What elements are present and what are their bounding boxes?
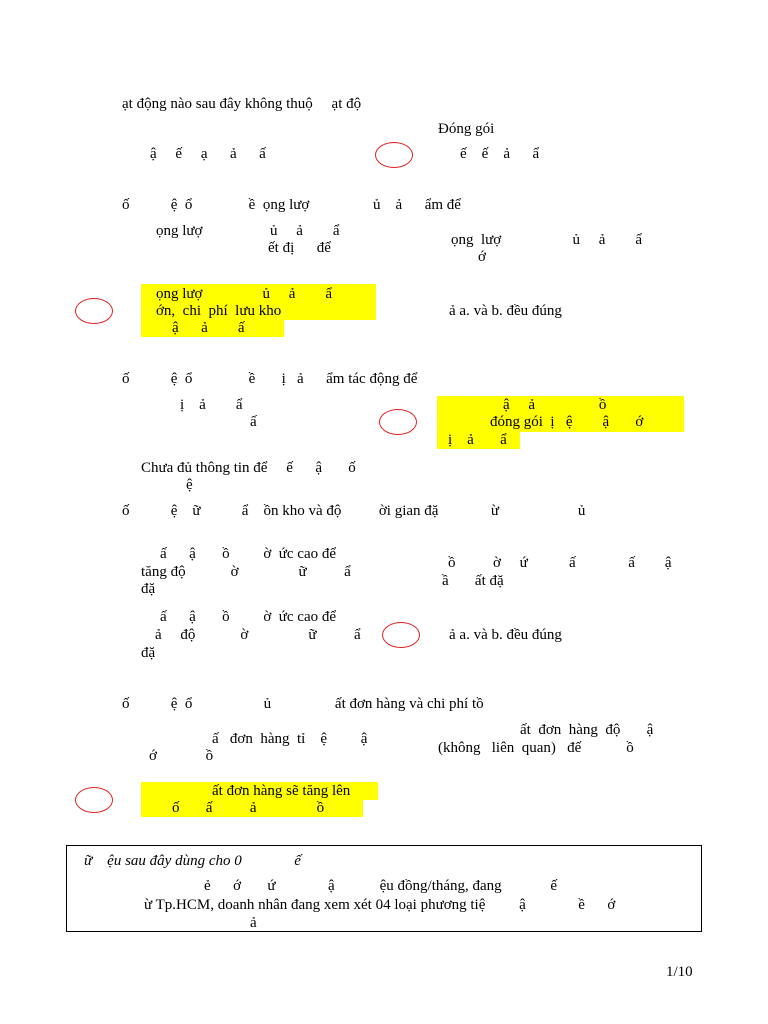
q1-option-c: ế ế ả ẩ [460, 146, 540, 162]
q1-option-b: Đóng gói [438, 121, 495, 137]
q5-option-b-line1: ất đơn hàng độ ậ [520, 722, 654, 738]
q4-option-a-line2: tăng độ ờ ữ ẩ [141, 564, 351, 580]
q4-option-b-line1: ồ ờ ứ ấ ấ ậ [448, 555, 672, 571]
q4-option-a-line1: ấ ậ ồ ờ ức cao để [160, 546, 337, 562]
answer-mark-circle [375, 142, 413, 168]
q2-option-b-line2: ớ [478, 249, 486, 265]
page-number: 1/10 [666, 964, 693, 980]
q1-option-a: ậ ế ạ ả ấ [150, 146, 266, 162]
q2-option-c-line3: ậ ả ấ [172, 320, 245, 336]
answer-mark-circle [379, 409, 417, 435]
q4-option-c-line1: ấ ậ ồ ờ ức cao để [160, 609, 337, 625]
q4-option-b-line2: ầ ất đặ [442, 573, 504, 589]
q4-option-d: ả a. và b. đều đúng [449, 627, 562, 643]
case-box-line2: ẻ ớ ứ ậ ệu đồng/tháng, đang ế [204, 878, 558, 894]
q2-option-d: ả a. và b. đều đúng [449, 303, 562, 319]
q4-option-c-line3: đặ [141, 645, 156, 661]
q5-option-c-line2: ố ấ ả ồ [172, 800, 325, 816]
answer-mark-circle [382, 622, 420, 648]
q2-option-c-line2: ớn, chi phí lưu kho [156, 303, 282, 319]
q3-stem: ố ệ ổ ề ị ả ẩm tác động để [122, 371, 418, 387]
q3-option-c-line2: ệ [186, 477, 193, 493]
q2-stem: ố ệ ổ ề ọng lượ ủ ả ẩm để [122, 197, 461, 213]
case-box-line4: ả [250, 915, 257, 931]
q1-stem: ạt động nào sau đây không thuộ ạt độ [122, 96, 362, 112]
q2-option-a-line2: ết đị để [268, 240, 331, 256]
q3-option-a-line1: ị ả ẩ [180, 397, 243, 413]
case-box-line3: ừ Tp.HCM, doanh nhân đang xem xét 04 loại phương tiệ ậ ề ớ [144, 897, 616, 913]
q4-stem: ố ệ ữ ẩ ồn kho và độ ời gian đặ ừ ủ [122, 503, 586, 519]
case-box-heading: ữ ệu sau đây dùng cho 0 ế [84, 853, 301, 869]
q5-option-a-line2: ớ ồ [149, 748, 214, 764]
q5-option-a-line1: ấ đơn hàng tỉ ệ ậ [212, 731, 368, 747]
q3-option-a-line2: ấ [250, 414, 257, 430]
q3-option-b-line2: đóng gói ị ệ ậ ớ [490, 414, 644, 430]
q3-option-b-line1: ậ ả ồ [503, 397, 607, 413]
q4-option-c-line2: ả độ ờ ữ ẩ [155, 627, 361, 643]
q2-option-c-line1: ọng lượ ủ ả ẩ [156, 286, 333, 302]
q5-option-c-line1: ất đơn hàng sẽ tăng lên [212, 783, 351, 799]
q2-option-a-line1: ọng lượ ủ ả ẩ [156, 223, 340, 239]
answer-mark-circle [75, 787, 113, 813]
q2-option-b-line1: ọng lượ ủ ả ẩ [451, 232, 643, 248]
answer-mark-circle [75, 298, 113, 324]
q3-option-c-line1: Chưa đủ thông tin để ế ậ ố [141, 460, 356, 476]
q5-stem: ố ệ ổ ủ ất đơn hàng và chi phí tồ [122, 696, 484, 712]
q5-option-b-line2: (không liên quan) đế ồ [438, 740, 634, 756]
q4-option-a-line3: đặ [141, 581, 156, 597]
q3-option-b-line3: ị ả ẩ [448, 432, 507, 448]
